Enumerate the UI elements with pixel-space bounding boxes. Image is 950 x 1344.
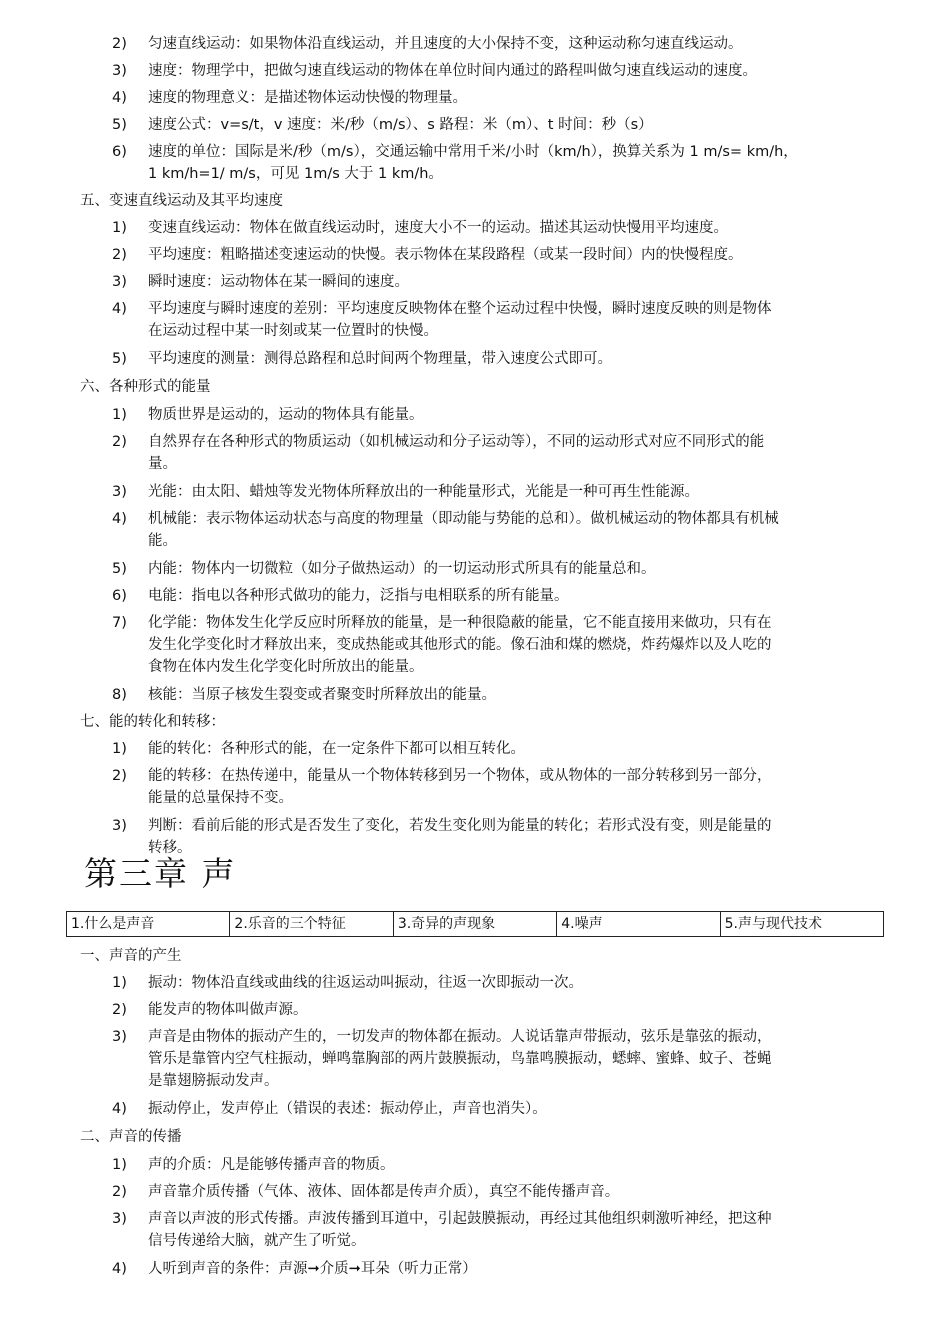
item-text: 匀速直线运动：如果物体沿直线运动，并且速度的大小保持不变，这种运动称匀速直线运动。 bbox=[148, 36, 743, 52]
item-number: 3) bbox=[112, 818, 127, 834]
item-text: 能发声的物体叫做声源。 bbox=[148, 1002, 308, 1018]
item-text: 人听到声音的条件：声源➞介质➞耳朵（听力正常） bbox=[148, 1261, 477, 1277]
item-number: 7) bbox=[112, 615, 127, 631]
item-text: 物质世界是运动的，运动的物体具有能量。 bbox=[148, 407, 424, 423]
toc-cell: 1.什么是声音 bbox=[67, 912, 230, 936]
item-number: 3) bbox=[112, 1029, 127, 1045]
toc-cell: 5.声与现代技术 bbox=[724, 916, 822, 932]
item-number: 3) bbox=[112, 1211, 127, 1227]
item-number: 6) bbox=[112, 588, 127, 604]
item-number: 4) bbox=[112, 301, 127, 317]
item-text: 内能：物体内一切微粒（如分子做热运动）的一切运动形式所具有的能量总和。 bbox=[148, 561, 656, 577]
section-heading: 一、声音的产生 bbox=[80, 948, 182, 964]
item-number: 4) bbox=[112, 1261, 127, 1277]
item-number: 5) bbox=[112, 561, 127, 577]
section-heading: 二、声音的传播 bbox=[80, 1129, 182, 1145]
item-text: 化学能：物体发生化学反应时所释放的能量，是一种很隐蔽的能量，它不能直接用来做功，只有在 发生化学变化时才释放出来，变成热能或其他形式的能。像石油和煤的燃烧，炸药爆炸以及人吃的 食物在体内发生化学变化时所放出的能量。 bbox=[148, 615, 772, 675]
item-number: 4) bbox=[112, 90, 127, 106]
toc-cell: 3.奇异的声现象 bbox=[394, 912, 557, 936]
chapter-title: 第三章 声 bbox=[84, 854, 237, 893]
item-number: 3) bbox=[112, 63, 127, 79]
item-text: 平均速度：粗略描述变速运动的快慢。表示物体在某段路程（或某一段时间）内的快慢程度。 bbox=[148, 247, 743, 263]
item-number: 2) bbox=[112, 247, 127, 263]
item-number: 3) bbox=[112, 484, 127, 500]
item-text: 速度的单位：国际是米/秒（m/s），交通运输中常用千米/小时（km/h），换算关系为 1 m/s= km/h， 1 km/h=1/ m/s，可见 1m/s 大于 1 km/h。 bbox=[148, 144, 798, 182]
item-number: 1) bbox=[112, 1157, 127, 1173]
item-text: 速度公式：v=s/t，v 速度：米/秒（m/s）、s 路程：米（m）、t 时间：秒（s） bbox=[148, 117, 653, 133]
item-text: 振动：物体沿直线或曲线的往返运动叫振动，往返一次即振动一次。 bbox=[148, 975, 583, 991]
item-text: 瞬时速度：运动物体在某一瞬间的速度。 bbox=[148, 274, 409, 290]
item-text: 振动停止，发声停止（错误的表述：振动停止，声音也消失）。 bbox=[148, 1101, 547, 1117]
item-text: 速度的物理意义：是描述物体运动快慢的物理量。 bbox=[148, 90, 467, 106]
item-text: 机械能：表示物体运动状态与高度的物理量（即动能与势能的总和）。做机械运动的物体都具有机械 能。 bbox=[148, 511, 779, 549]
item-text: 平均速度与瞬时速度的差别：平均速度反映物体在整个运动过程中快慢，瞬时速度反映的则是物体 在运动过程中某一时刻或某一位置时的快慢。 bbox=[148, 301, 772, 339]
chapter-toc-table bbox=[66, 911, 884, 937]
item-number: 1) bbox=[112, 407, 127, 423]
item-text: 判断：看前后能的形式是否发生了变化，若发生变化则为能量的转化；若形式没有变，则是能量的 转移。 bbox=[148, 818, 772, 856]
item-number: 2) bbox=[112, 36, 127, 52]
item-text: 声的介质：凡是能够传播声音的物质。 bbox=[148, 1157, 395, 1173]
item-text: 平均速度的测量：测得总路程和总时间两个物理量，带入速度公式即可。 bbox=[148, 351, 612, 367]
item-text: 光能：由太阳、蜡烛等发光物体所释放出的一种能量形式，光能是一种可再生性能源。 bbox=[148, 484, 699, 500]
item-number: 3) bbox=[112, 274, 127, 290]
toc-cell: 2.乐音的三个特征 bbox=[230, 912, 393, 936]
item-number: 4) bbox=[112, 511, 127, 527]
item-text: 电能：指电以各种形式做功的能力，泛指与电相联系的所有能量。 bbox=[148, 588, 569, 604]
item-number: 2) bbox=[112, 1184, 127, 1200]
item-text: 声音靠介质传播（气体、液体、固体都是传声介质），真空不能传播声音。 bbox=[148, 1184, 620, 1200]
item-number: 2) bbox=[112, 1002, 127, 1018]
section-heading: 六、各种形式的能量 bbox=[80, 379, 211, 395]
section-heading: 七、能的转化和转移： bbox=[80, 714, 225, 730]
item-text: 能的转化：各种形式的能，在一定条件下都可以相互转化。 bbox=[148, 741, 525, 757]
item-text: 能的转移：在热传递中，能量从一个物体转移到另一个物体，或从物体的一部分转移到另一部分， 能量的总量保持不变。 bbox=[148, 768, 772, 806]
item-text: 声音以声波的形式传播。声波传播到耳道中，引起鼓膜振动，再经过其他组织刺激听神经，把这种 信号传递给大脑，就产生了听觉。 bbox=[148, 1211, 772, 1249]
item-number: 6) bbox=[112, 144, 127, 160]
item-number: 1) bbox=[112, 741, 127, 757]
item-number: 5) bbox=[112, 117, 127, 133]
item-text: 声音是由物体的振动产生的，一切发声的物体都在振动。人说话靠声带振动，弦乐是靠弦的振动， 管乐是靠管内空气柱振动，蝉鸣靠胸部的两片鼓膜振动，鸟靠鸣膜振动，蟋蟀、蜜蜂、蚊子、苍蝇 是靠翅膀振动发声。 bbox=[148, 1029, 772, 1089]
item-number: 4) bbox=[112, 1101, 127, 1117]
item-number: 8) bbox=[112, 687, 127, 703]
item-text: 变速直线运动：物体在做直线运动时，速度大小不一的运动。描述其运动快慢用平均速度。 bbox=[148, 220, 728, 236]
item-number: 2) bbox=[112, 434, 127, 450]
section-heading: 五、变速直线运动及其平均速度 bbox=[80, 193, 283, 209]
item-text: 速度：物理学中，把做匀速直线运动的物体在单位时间内通过的路程叫做匀速直线运动的速度。 bbox=[148, 63, 757, 79]
item-text: 自然界存在各种形式的物质运动（如机械运动和分子运动等），不同的运动形式对应不同形式的能 量。 bbox=[148, 434, 765, 472]
item-number: 2) bbox=[112, 768, 127, 784]
item-number: 1) bbox=[112, 975, 127, 991]
item-text: 核能：当原子核发生裂变或者聚变时所释放出的能量。 bbox=[148, 687, 496, 703]
toc-cell: 4.噪声 bbox=[557, 912, 720, 936]
item-number: 1) bbox=[112, 220, 127, 236]
item-number: 5) bbox=[112, 351, 127, 367]
